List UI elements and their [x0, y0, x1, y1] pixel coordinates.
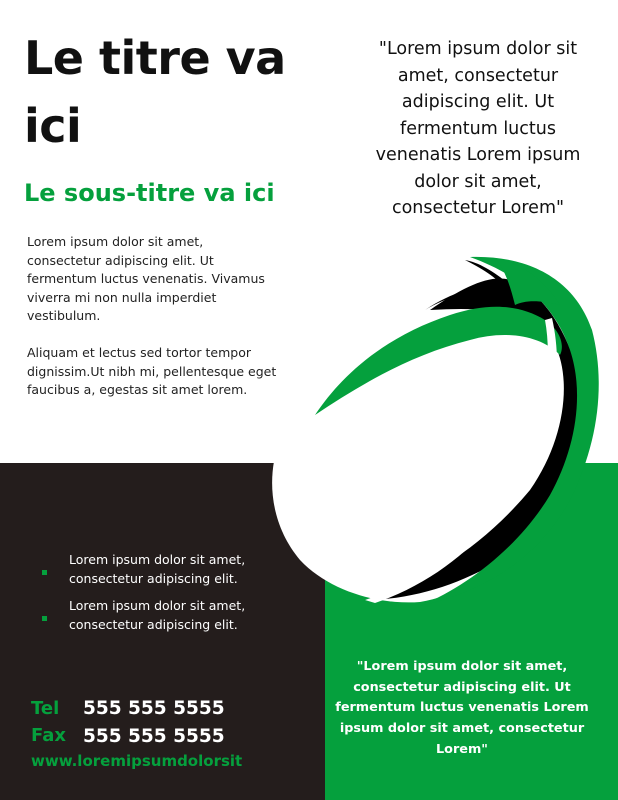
- bullet-square-icon: [42, 570, 47, 575]
- page-title: Le titre va ici: [24, 31, 286, 153]
- body-paragraph-2: Aliquam et lectus sed tortor tempor dignissim.Ut nibh mi, pellentesque eget faucibus a, egestas sit amet lorem.: [27, 345, 277, 397]
- website-link[interactable]: www.loremipsumdolorsit: [31, 752, 243, 770]
- fax-label: Fax: [31, 725, 66, 746]
- bullet-square-icon: [42, 616, 47, 621]
- fax-value: 555 555 5555: [83, 726, 225, 747]
- bullet-text: Lorem ipsum dolor sit amet, consectetur adipiscing elit.: [69, 552, 246, 586]
- page-subtitle: Le sous-titre va ici: [24, 179, 275, 207]
- bullet-text: Lorem ipsum dolor sit amet, consectetur adipiscing elit.: [69, 598, 246, 632]
- top-quote: "Lorem ipsum dolor sit amet, consectetur adipiscing elit. Ut fermentum luctus venenatis Lorem ipsum dolor sit amet, consectetur Lorem": [375, 39, 581, 218]
- tel-value: 555 555 5555: [83, 698, 225, 719]
- bullet-list: [42, 551, 292, 643]
- bullet-item: [42, 551, 292, 588]
- body-paragraph-1: Lorem ipsum dolor sit amet, consectetur adipiscing elit. Ut fermentum luctus venenatis. Vivamus viverra mi non nulla imperdiet vestibulum.: [27, 234, 265, 323]
- bottom-quote: "Lorem ipsum dolor sit amet, consectetur adipiscing elit. Ut fermentum luctus venenatis Lorem ipsum dolor sit amet, consectetur Lorem": [335, 659, 589, 757]
- tel-label: Tel: [31, 698, 60, 719]
- bullet-item: [42, 597, 292, 634]
